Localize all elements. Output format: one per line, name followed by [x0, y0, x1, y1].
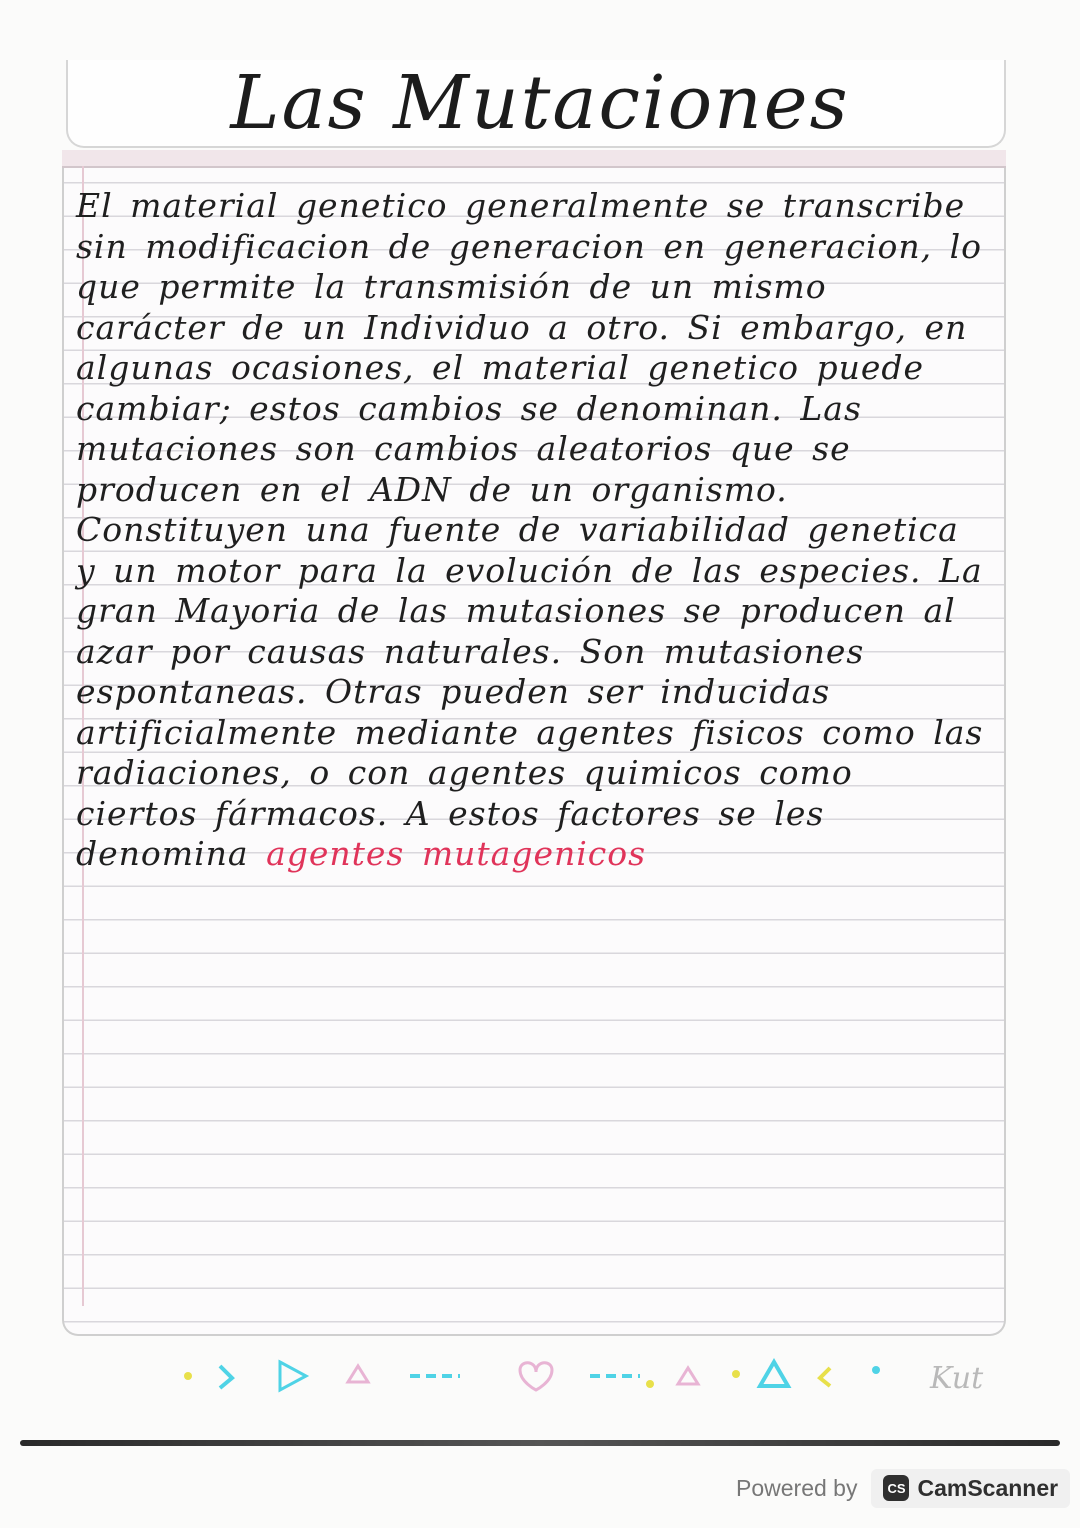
doodle-arrow-icon — [220, 1366, 232, 1388]
page-title: Las Mutaciones — [230, 60, 850, 146]
doodle-dot-icon — [184, 1372, 192, 1380]
camscanner-name: CamScanner — [917, 1474, 1059, 1501]
handwritten-paragraph — [76, 186, 990, 875]
doodle-triangle-icon — [760, 1362, 788, 1386]
paper-header-strip — [62, 150, 1006, 168]
heart-icon — [520, 1363, 552, 1390]
powered-by-text: Powered by — [736, 1474, 858, 1501]
page-bottom-edge — [20, 1440, 1060, 1446]
camscanner-badge — [871, 1469, 1070, 1508]
doodle-arrow-icon — [820, 1368, 830, 1386]
highlighted-term: agentes mutagenicos — [266, 834, 647, 873]
doodle-triangle-icon — [280, 1362, 306, 1390]
doodle-triangle-icon — [678, 1368, 698, 1384]
signature: Kut — [930, 1361, 984, 1396]
paragraph-main-text: El material genetico generalmente se transcribe sin modificacion de generacion en generacion, lo que permite la transmisión de un mismo carácter de un Individuo a otro. Si embargo, en algunas ocasiones, el material genetico puede cambiar; estos cambios se denominan. Las mutaciones son cambios aleatorios que se producen en el ADN de un organismo. Constituyen una fuente de variabilidad genetica y un motor para la evolución de las especies. La gran Mayoria de las mutasiones se producen al azar por causas naturales. Son mutasiones espontaneas. Otras pueden ser inducidas artificialmente mediante agentes fisicos como las radiaciones, o con agentes quimicos como ciertos fármacos. A estos factores se les denomina — [76, 186, 984, 873]
camscanner-watermark — [736, 1466, 1070, 1510]
doodle-dot-icon — [646, 1380, 654, 1388]
camscanner-logo-icon: CS — [883, 1475, 909, 1501]
doodle-dot-icon — [732, 1370, 740, 1378]
doodle-triangle-icon — [348, 1366, 368, 1382]
decorative-doodles — [170, 1348, 1010, 1398]
doodle-dot-icon — [872, 1366, 880, 1374]
